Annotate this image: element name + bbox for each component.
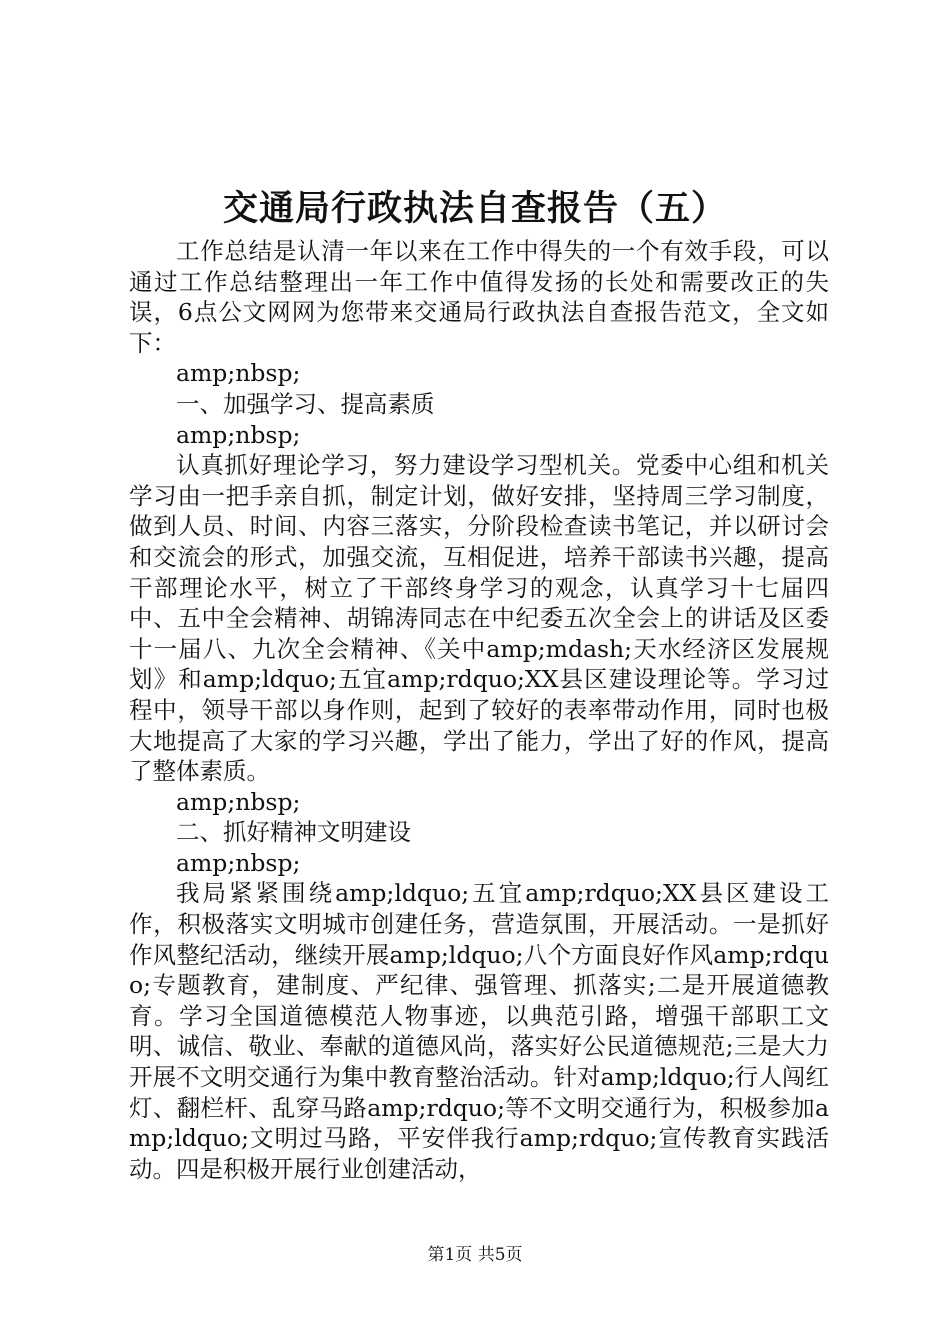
paragraph-intro: 工作总结是认清一年以来在工作中得失的一个有效手段，可以通过工作总结整理出一年工作中值得发扬的长处和需要改正的失误，6点公文网网为您带来交通局行政执法自查报告范文，全文如下：: [129, 237, 829, 357]
page-number: 第1页 共5页: [427, 1245, 523, 1265]
paragraph-spacer: amp;nbsp;: [176, 359, 301, 388]
document-body: [129, 236, 829, 1184]
section-heading-2: 二、抓好精神文明建设: [176, 818, 411, 847]
paragraph-spacer: amp;nbsp;: [176, 420, 301, 449]
paragraph-spacer: amp;nbsp;: [176, 787, 301, 816]
document-title: 交通局行政执法自查报告（五）: [222, 188, 727, 229]
paragraph-study: 认真抓好理论学习，努力建设学习型机关。党委中心组和机关学习由一把手亲自抓，制定计划，做好安排，坚持周三学习制度，做到人员、时间、内容三落实，分阶段检查读书笔记，并以研讨会和交流会的形式，加强交流，互相促进，培养干部读书兴趣，提高干部理论水平，树立了干部终身学习的观念，认真学习十七届四中、五中全会精神、胡锦涛同志在中纪委五次全会上的讲话及区委十一届八、九次全会精神、《关中amp;mdash;天水经济区发展规划》和amp;ldquo;五宜amp;rdquo;XX县区建设理论等。学习过程中，领导干部以身作则，起到了较好的表率带动作用，同时也极大地提高了大家的学习兴趣，学出了能力，学出了好的作风，提高了整体素质。: [129, 451, 829, 786]
paragraph-spacer: amp;nbsp;: [176, 848, 301, 877]
paragraph-civilization: 我局紧紧围绕amp;ldquo;五宜amp;rdquo;XX县区建设工作，积极落实文明城市创建任务，营造氛围，开展活动。一是抓好作风整纪活动，继续开展amp;ldquo;八个方面良好作风amp;rdquo;专题教育，建制度、严纪律、强管理、抓落实;二是开展道德教育。学习全国道德模范人物事迹，以典范引路，增强干部职工文明、诚信、敬业、奉献的道德风尚，落实好公民道德规范;三是大力开展不文明交通行为集中教育整治活动。针对amp;ldquo;行人闯红灯、翻栏杆、乱穿马路amp;rdquo;等不文明交通行为，积极参加amp;ldquo;文明过马路，平安伴我行amp;rdquo;宣传教育实践活动。四是积极开展行业创建活动，: [129, 879, 829, 1183]
section-heading-1: 一、加强学习、提高素质: [176, 389, 435, 418]
